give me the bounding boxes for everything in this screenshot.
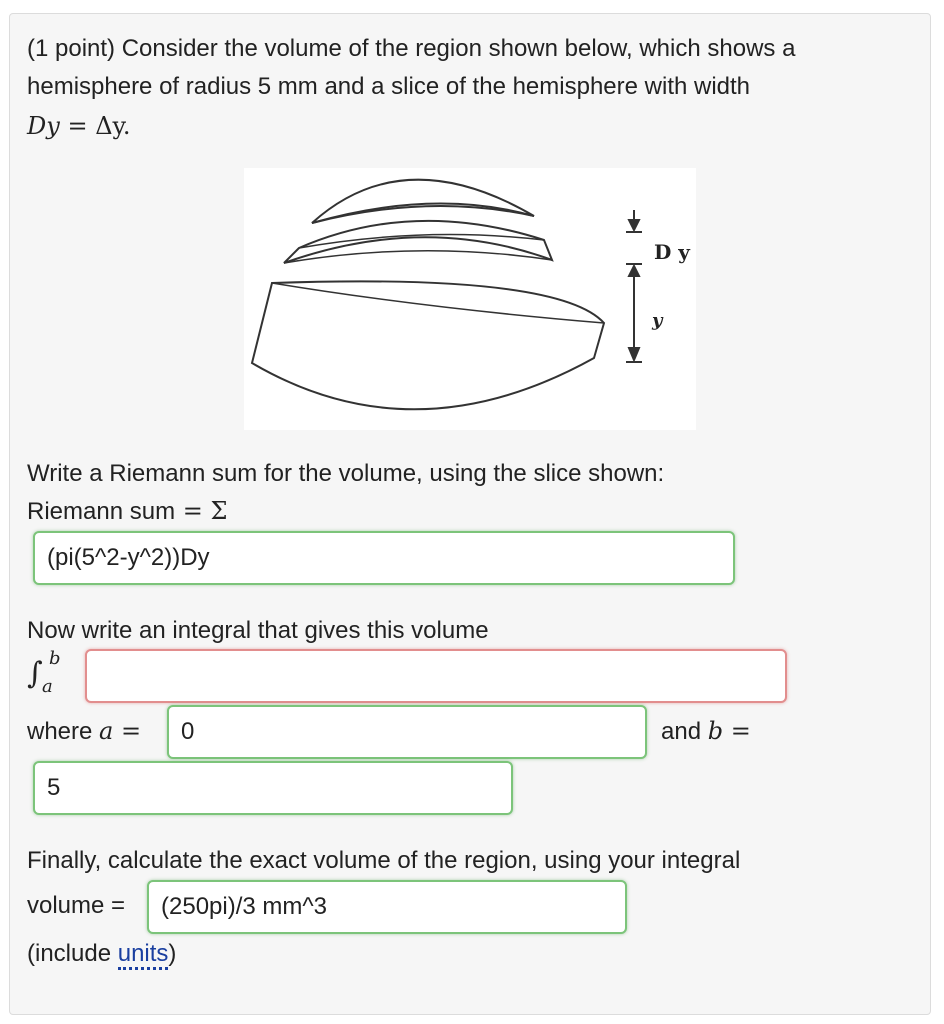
volume-prompt: Finally, calculate the exact volume of the region, using your integral — [27, 847, 741, 874]
integral-upper-limit: b — [49, 648, 61, 669]
lower-limit-a-input[interactable]: 0 — [167, 705, 647, 759]
and-b-label — [661, 712, 758, 751]
integral-prompt: Now write an integral that gives this volume — [27, 617, 489, 644]
dy-equals: = — [59, 112, 96, 140]
problem-text-line1: (1 point) Consider the volume of the region shown below, which shows a — [27, 35, 796, 62]
where-a-label — [27, 712, 149, 751]
riemann-label: Riemann sum — [27, 498, 176, 525]
integral-lower-limit: a — [42, 676, 53, 697]
dy-rhs: Δy — [95, 112, 123, 140]
volume-label: volume = — [27, 892, 126, 919]
upper-limit-b-input[interactable]: 5 — [33, 761, 513, 815]
a-variable: a — [99, 717, 114, 745]
a-equals: = — [113, 717, 149, 745]
riemann-equals: = — [175, 497, 211, 525]
label-y: y — [652, 310, 663, 331]
and-text: and — [661, 718, 708, 745]
hemisphere-figure — [244, 168, 696, 430]
riemann-prompt: Write a Riemann sum for the volume, using the slice shown: — [27, 460, 665, 487]
sigma-symbol: Σ — [210, 497, 228, 525]
integral-sign: ∫ — [27, 656, 43, 691]
dy-period: . — [122, 112, 131, 140]
integral-input[interactable] — [85, 649, 787, 703]
include-suffix: ) — [168, 940, 177, 967]
where-text: where — [27, 718, 100, 745]
label-dy: D y — [654, 240, 690, 264]
dy-lhs: Dy — [27, 112, 60, 140]
units-help-link[interactable]: units — [118, 940, 169, 970]
b-variable: b — [707, 717, 724, 745]
hemisphere-diagram — [244, 168, 696, 430]
riemann-sum-input[interactable]: (pi(5^2-y^2))Dy — [33, 531, 735, 585]
include-units-note — [27, 935, 176, 973]
include-prefix: (include — [27, 940, 118, 967]
b-equals: = — [723, 717, 759, 745]
hemisphere-body — [252, 281, 604, 409]
volume-input[interactable]: (250pi)/3 mm^3 — [147, 880, 627, 934]
riemann-label-line — [27, 492, 227, 531]
dy-definition — [27, 107, 131, 146]
integral-symbol — [27, 650, 77, 700]
problem-text-line2: hemisphere of radius 5 mm and a slice of the hemisphere with width — [27, 73, 751, 100]
